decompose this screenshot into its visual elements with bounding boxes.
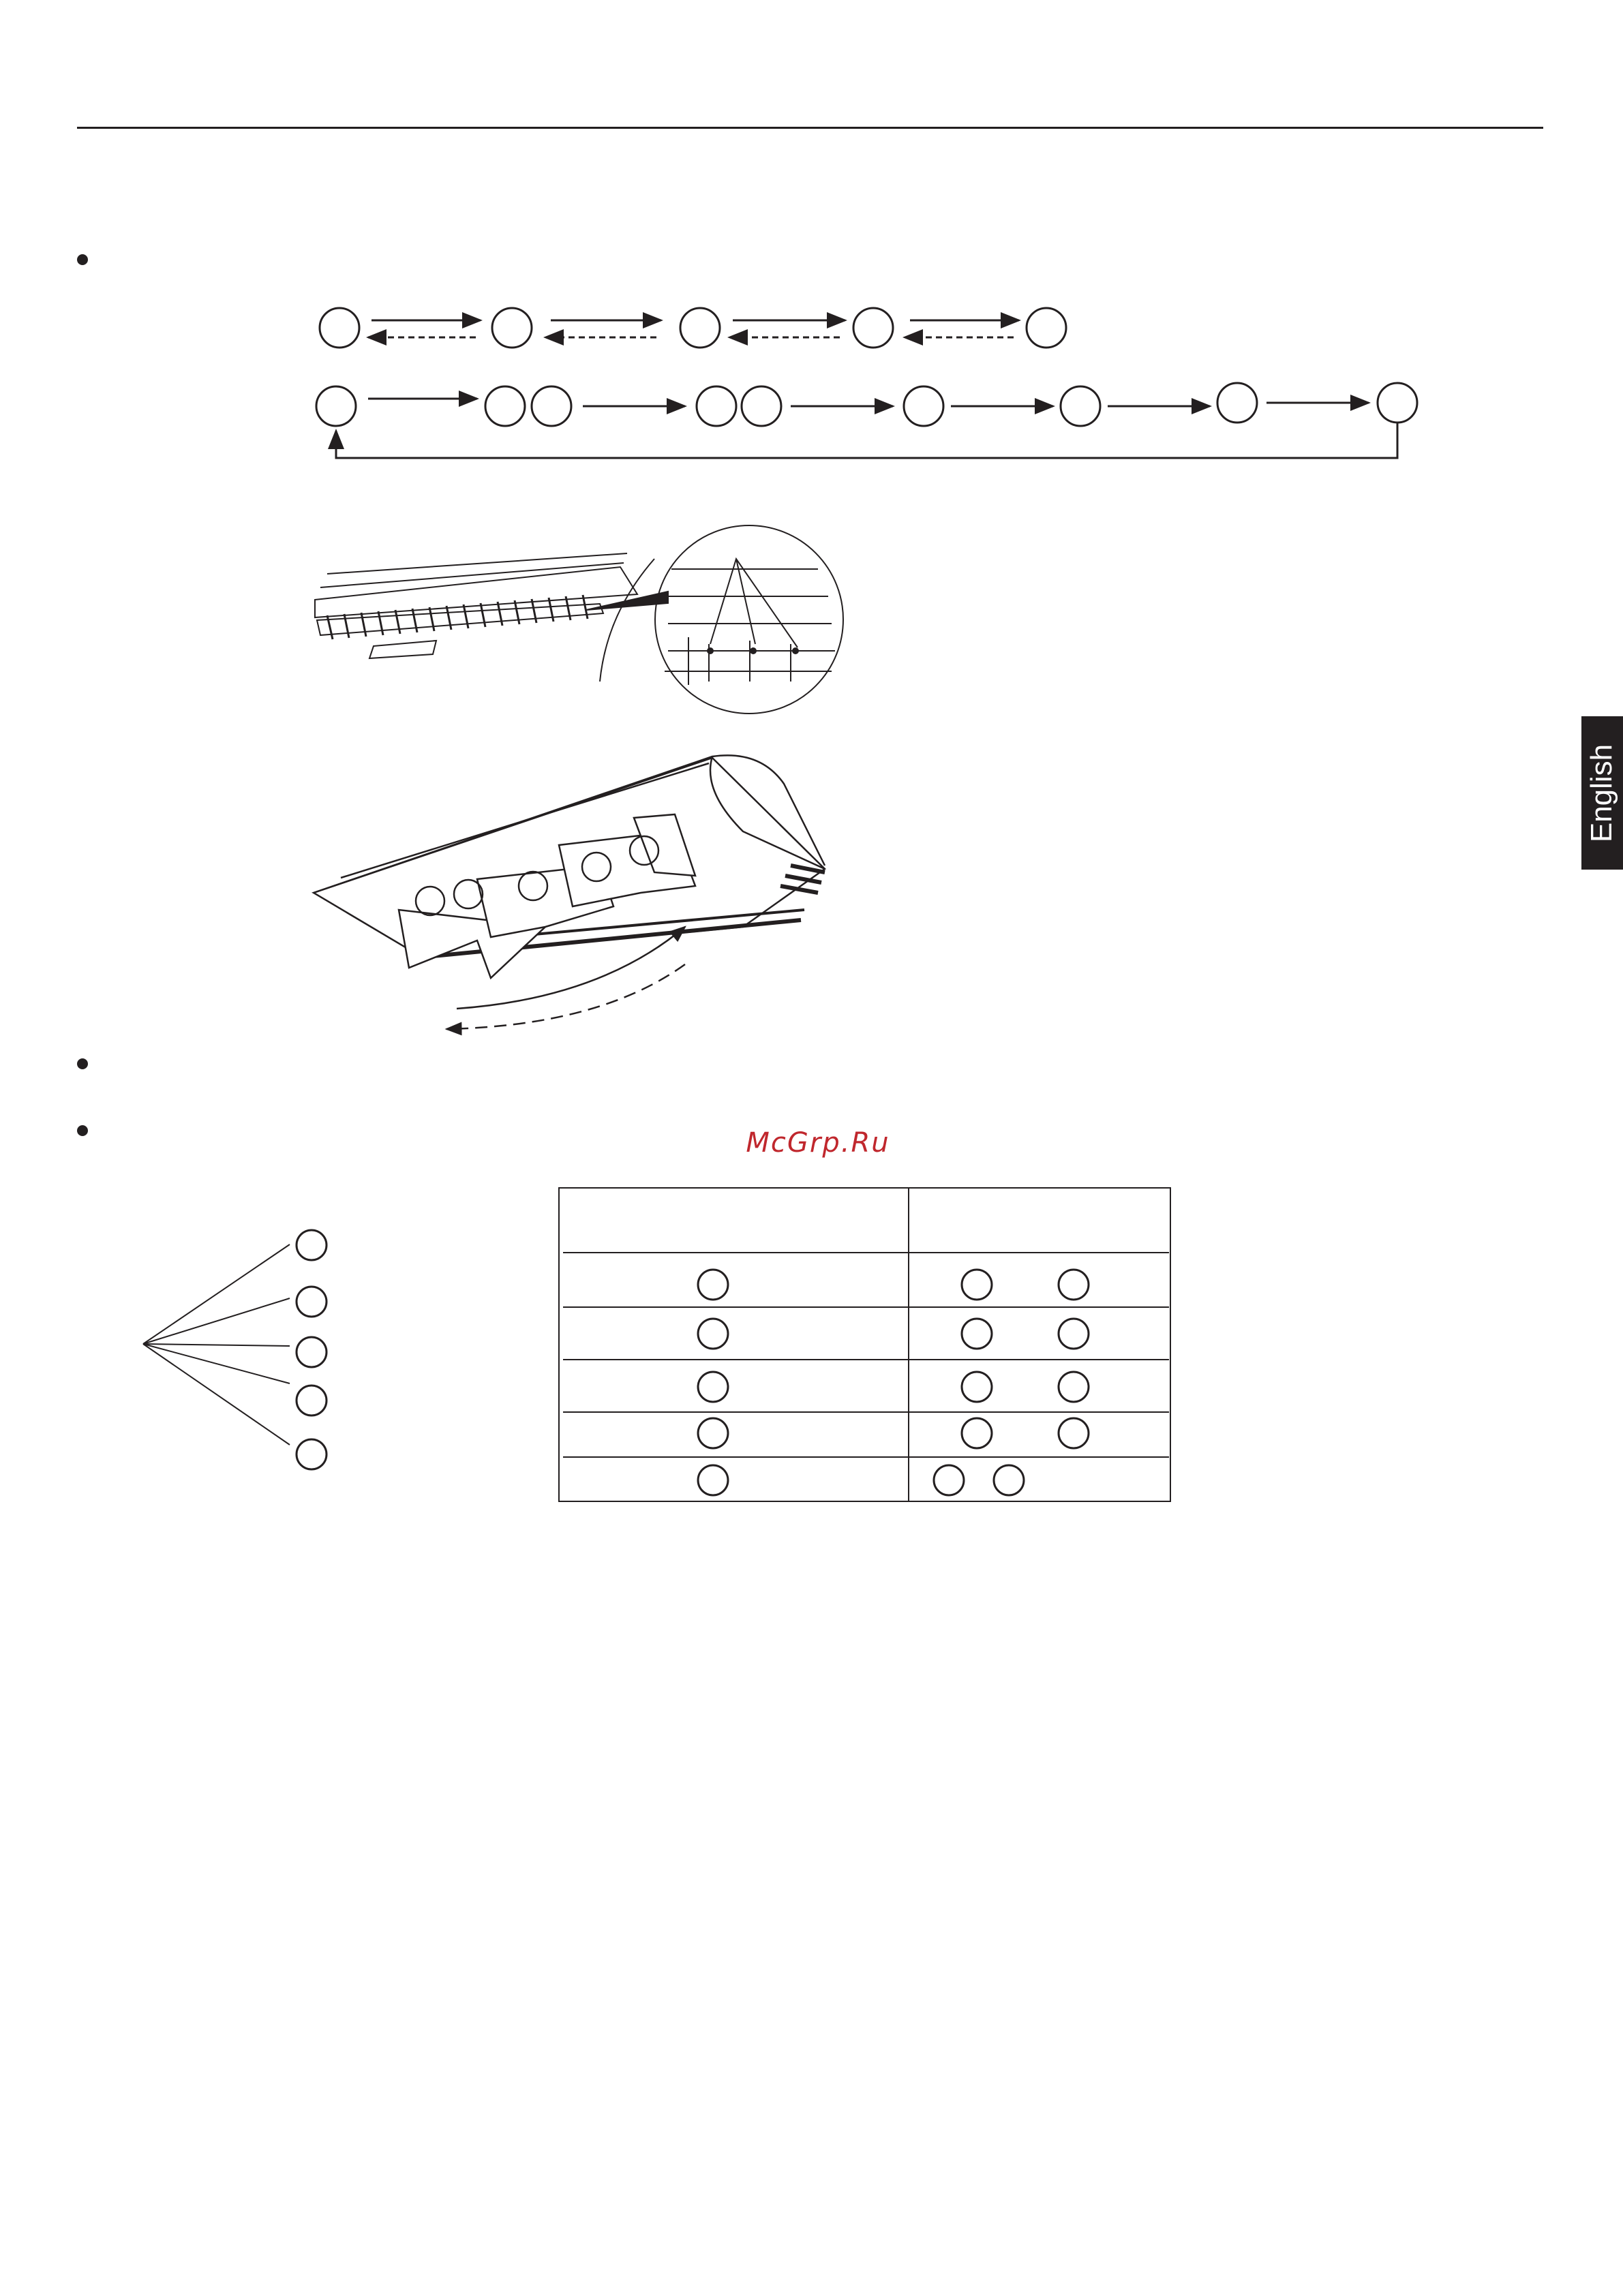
numbered-circle-icon: [698, 1270, 728, 1300]
numbered-circle-icon: [1059, 1270, 1089, 1300]
return-arrow: [336, 423, 1397, 458]
language-tab-label: English: [1585, 744, 1619, 842]
numbered-circle-icon: [698, 1319, 728, 1349]
numbered-circle-icon: [934, 1465, 964, 1495]
numbered-circle-icon: [680, 308, 720, 348]
numbered-circle-icon: [1378, 383, 1417, 423]
numbered-circle-icon: [532, 386, 571, 426]
numbered-circle-icon: [492, 308, 532, 348]
numbered-circle-icon: [485, 386, 525, 426]
swing-sequence-diagram: [316, 308, 1417, 458]
numbered-circle-icon: [1059, 1372, 1089, 1402]
arrow-icon: [446, 964, 685, 1029]
airflow-illustration: [314, 755, 825, 1029]
numbered-circle-icon: [962, 1319, 992, 1349]
numbered-circle-icon: [297, 1287, 327, 1317]
numbered-circle-icon: [1061, 386, 1100, 426]
numbered-circle-icon: [1059, 1319, 1089, 1349]
numbered-circle-icon: [297, 1230, 327, 1260]
numbered-circle-icon: [962, 1270, 992, 1300]
numbered-circle-icon: [1217, 383, 1257, 423]
numbered-circle-icon: [853, 308, 893, 348]
mode-table: [559, 1188, 1170, 1501]
numbered-circle-icon: [297, 1439, 327, 1469]
numbered-circle-icon: [904, 386, 943, 426]
numbered-circle-icon: [994, 1465, 1024, 1495]
numbered-circle-icon: [698, 1418, 728, 1448]
numbered-circle-icon: [742, 386, 781, 426]
numbered-circle-icon: [297, 1337, 327, 1367]
remote-mode-diagram: [143, 1230, 327, 1469]
numbered-circle-icon: [962, 1418, 992, 1448]
numbered-circle-icon: [698, 1465, 728, 1495]
numbered-circle-icon: [1059, 1418, 1089, 1448]
louver-detail-illustration: [315, 525, 843, 714]
numbered-circle-icon: [320, 308, 359, 348]
numbered-circle-icon: [297, 1386, 327, 1415]
numbered-circle-icon: [316, 386, 356, 426]
numbered-circle-icon: [698, 1372, 728, 1402]
numbered-circle-icon: [697, 386, 736, 426]
numbered-circle-icon: [1027, 308, 1066, 348]
numbered-circle-icon: [962, 1372, 992, 1402]
watermark: McGrp.Ru: [746, 1127, 890, 1159]
